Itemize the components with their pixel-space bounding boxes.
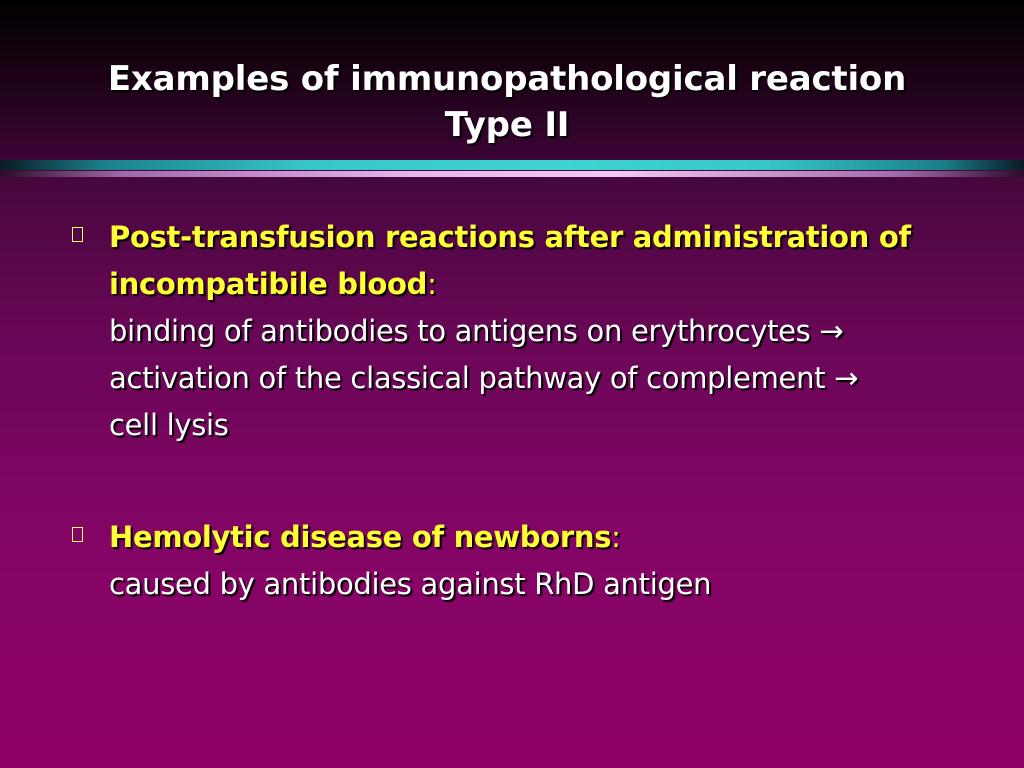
square-bullet-icon [72,227,83,242]
slide-title-line-1: Examples of immunopathological reaction [107,59,907,99]
bullet-text [109,514,1002,608]
slide-title-line-2: Type II [444,105,570,145]
title-divider-pink [0,171,1024,177]
bullet-heading: Hemolytic disease of newborns [109,520,612,554]
title-area [0,0,1024,160]
bullet-body-line: cell lysis [109,408,229,442]
bullet-post-transfusion [72,214,1002,449]
bullet-body-line: caused by antibodies against RhD antigen [109,567,712,601]
square-bullet-icon [72,527,83,542]
bullet-heading-line-1: Post-transfusion reactions after administration of [109,220,911,254]
bullet-body-line: binding of antibodies to antigens on erythrocytes → [109,314,844,348]
slide-title [0,56,1014,148]
bullet-heading-line-2: incompatibile blood [109,267,428,301]
bullet-body-line: activation of the classical pathway of complement → [109,361,859,395]
bullet-heading-colon: : [611,520,621,554]
title-divider-teal [0,160,1024,170]
bullet-heading-colon: : [427,267,437,301]
bullet-hemolytic-disease [72,514,1002,608]
bullet-text [109,214,1002,449]
